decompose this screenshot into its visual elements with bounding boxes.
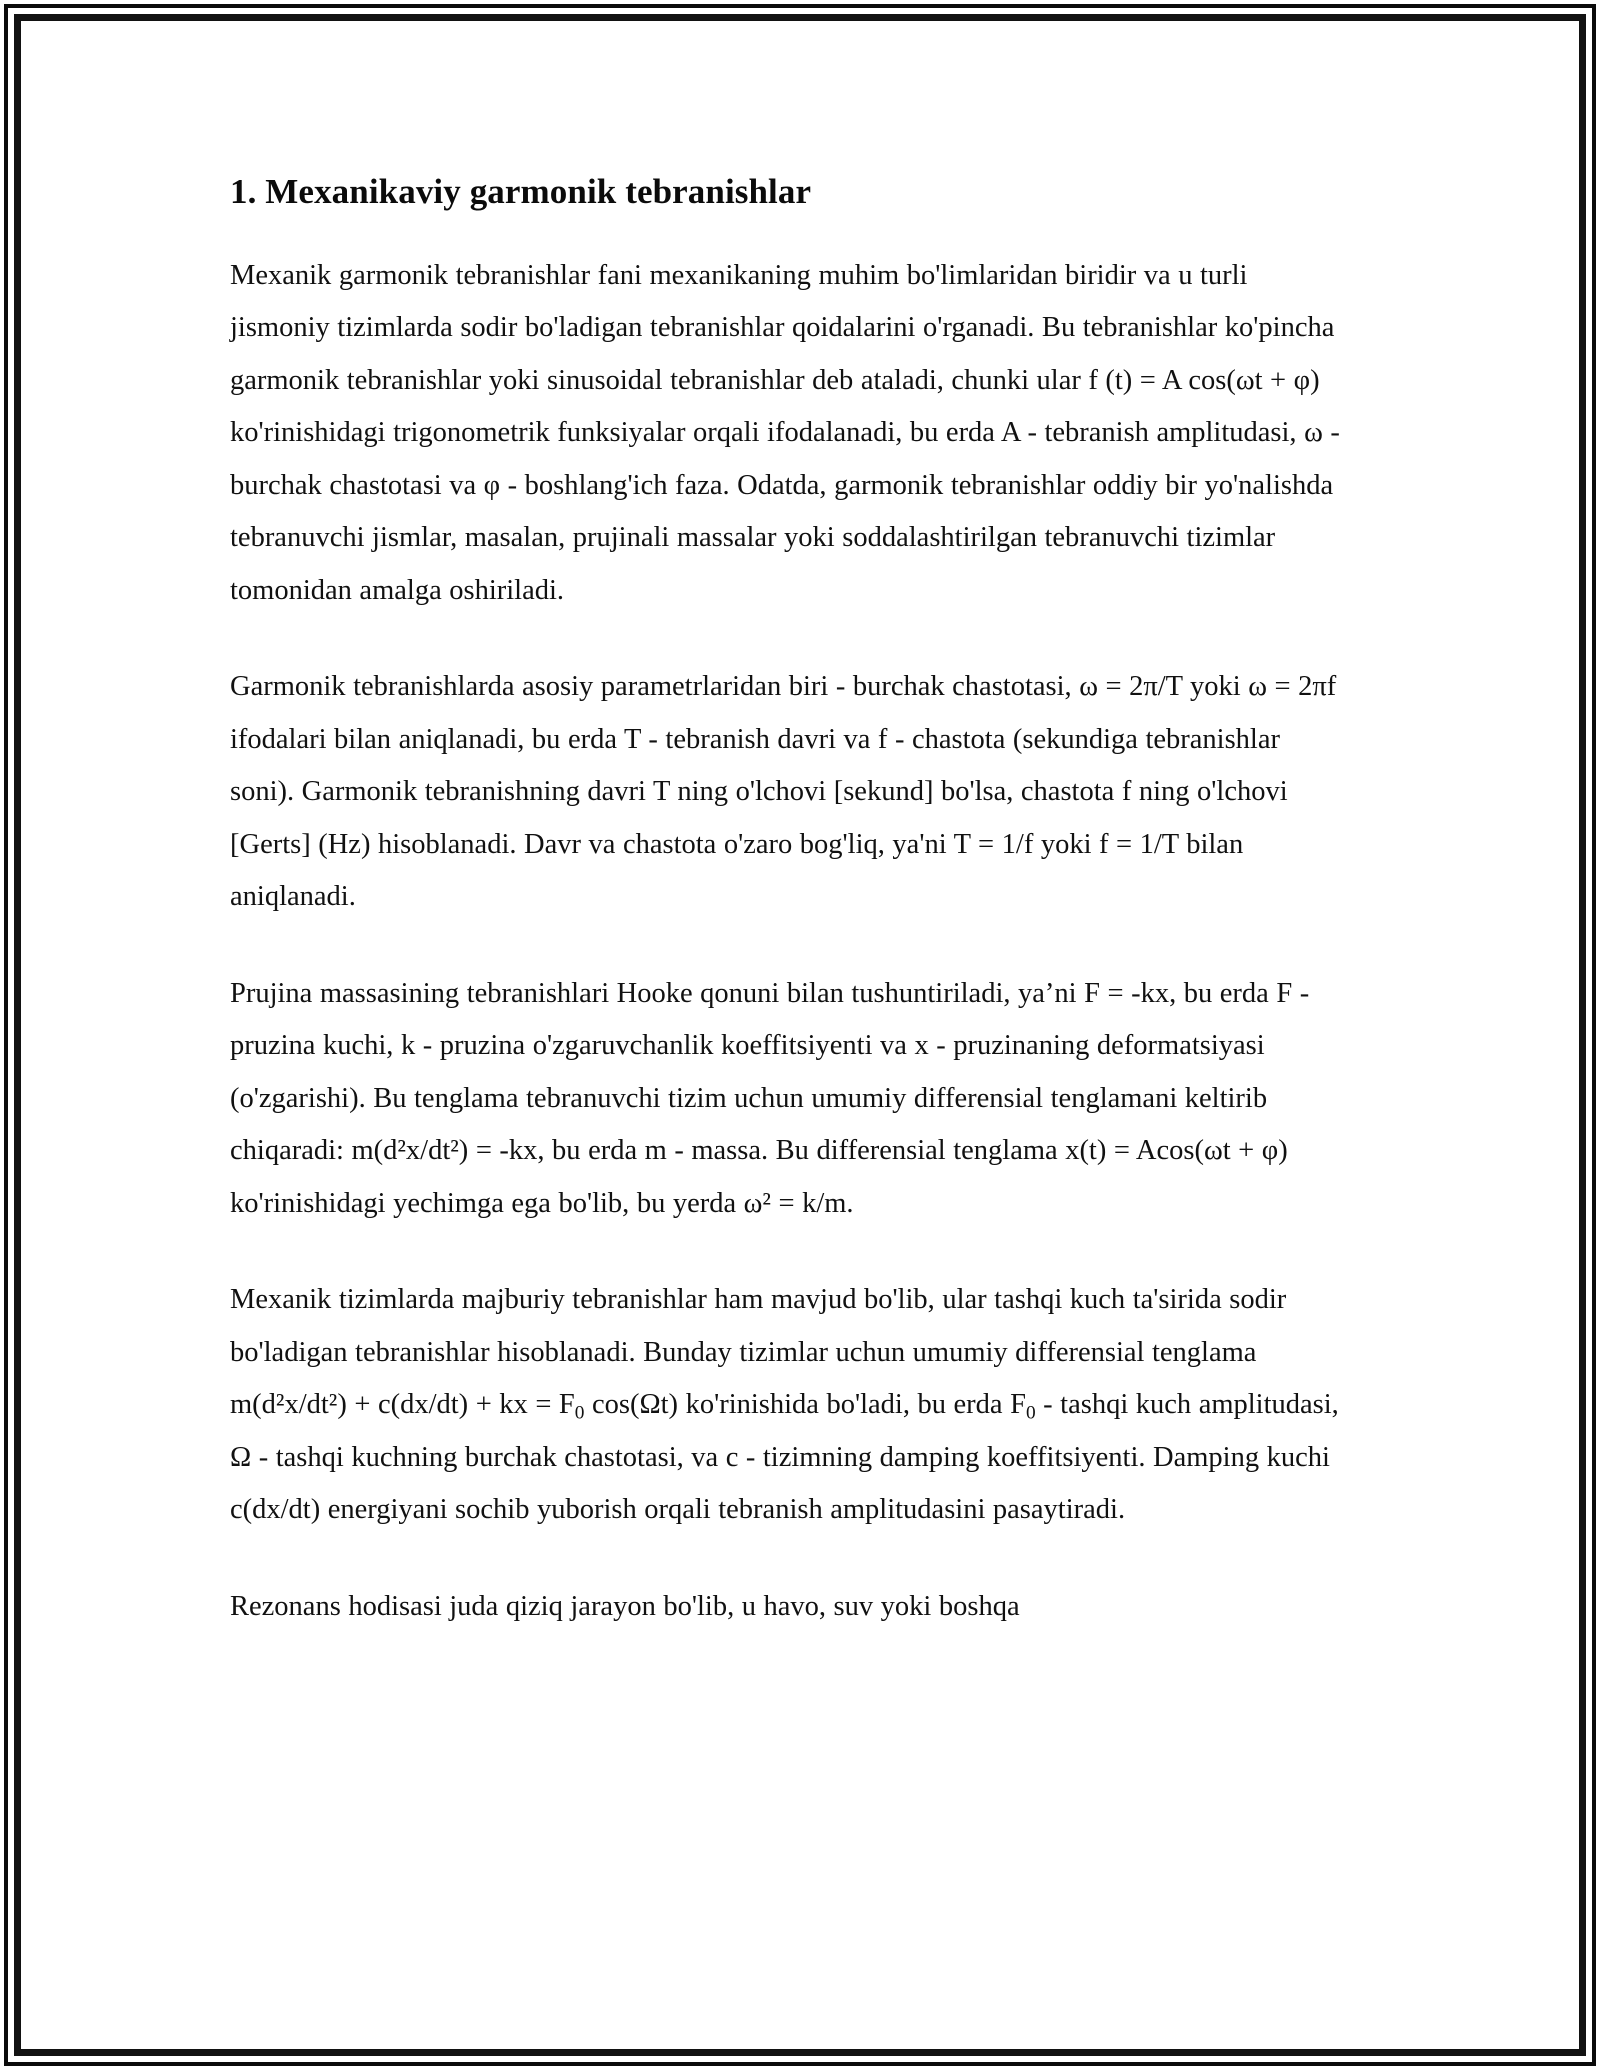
paragraph-resonance: Rezonans hodisasi juda qiziq jarayon bo'lib, u havo, suv yoki boshqa <box>230 1590 1020 1622</box>
forced-text-prefix: Mexanik tizimlarda majburiy tebranishlar ham mavjud bo'lib, ular tashqi kuch ta'sirida sodir bo'ladigan tebranishlar hisoblanadi. Bunday tizimlar uchun umumiy differensial tenglama m(d²x/dt²) + c(dx/dt) + kx = F <box>230 1284 1287 1421</box>
forced-text-mid: cos(Ωt) ko'rinishida bo'ladi, bu erda F <box>584 1389 1026 1421</box>
document-content <box>230 170 1350 1633</box>
force-amplitude-subscript-2: 0 <box>1025 1402 1036 1424</box>
force-amplitude-subscript-1: 0 <box>574 1402 585 1424</box>
paragraph-intro: Mexanik garmonik tebranishlar fani mexanikaning muhim bo'limlaridan biridir va u turli jismoniy tizimlarda sodir bo'ladigan tebranishlar qoidalarini o'rganadi. Bu tebranishlar ko'pincha garmonik tebranishlar yoki sinusoidal tebranishlar deb ataladi, chunki ular f (t) = A cos(ωt + φ) ko'rinishidagi trigonometrik funksiyalar orqali ifodalanadi, bu erda A - tebranish amplitudasi, ω - burchak chastotasi va φ - boshlang'ich faza. Odatda, garmonik tebranishlar oddiy bir yo'nalishda tebranuvchi jismlar, masalan, prujinali massalar yoki soddalashtirilgan tebranuvchi tizimlar tomonidan amalga oshiriladi. <box>230 259 1340 606</box>
paragraph-forced-oscillations <box>230 1274 1350 1537</box>
page-title: 1. Mexanikaviy garmonik tebranishlar <box>230 172 812 211</box>
paragraph-angular-frequency: Garmonik tebranishlarda asosiy parametrlaridan biri - burchak chastotasi, ω = 2π/T yoki ω = 2πf ifodalari bilan aniqlanadi, bu erda T - tebranish davri va f - chastota (sekundiga tebranishlar soni). Garmonik tebranishning davri T ning o'lchovi [sekund] bo'lsa, chastota f ning o'lchovi [Gerts] (Hz) hisoblanadi. Davr va chastota o'zaro bog'liq, ya'ni T = 1/f yoki f = 1/T bilan aniqlanadi. <box>230 671 1337 913</box>
forced-text-suffix: - tashqi kuch amplitudasi, Ω - tashqi kuchning burchak chastotasi, va c - tizimning damping koeffitsiyenti. Damping kuchi c(dx/dt) energiyani sochib yuborish orqali tebranish amplitudasini pasaytiradi. <box>230 1389 1339 1526</box>
paragraph-hooke-law: Prujina massasining tebranishlari Hooke qonuni bilan tushuntiriladi, ya’ni F = -kx, bu erda F - pruzina kuchi, k - pruzina o'zgaruvchanlik koeffitsiyenti va x - pruzinaning deformatsiyasi (o'zgarishi). Bu tenglama tebranuvchi tizim uchun umumiy differensial tenglamani keltirib chiqaradi: m(d²x/dt²) = -kx, bu erda m - massa. Bu differensial tenglama x(t) = Acos(ωt + φ) ko'rinishidagi yechimga ega bo'lib, bu yerda ω² = k/m. <box>230 977 1310 1219</box>
